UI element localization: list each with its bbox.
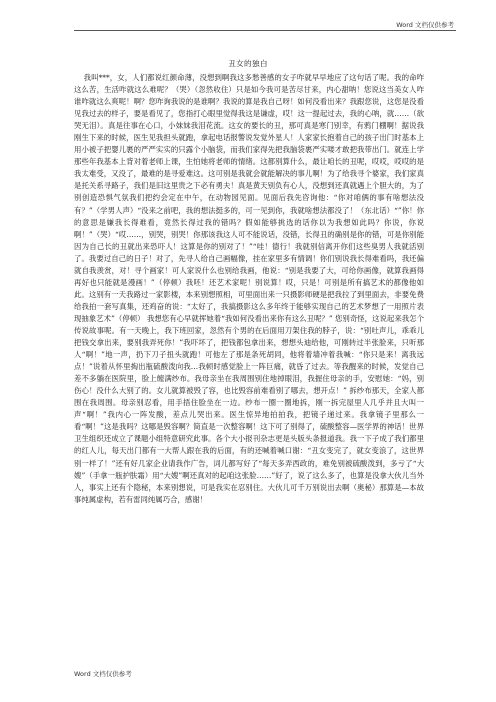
header-rule	[74, 30, 456, 31]
header-label: Word 文档仅供参考	[396, 21, 454, 29]
page-title: 丑女的独白	[228, 59, 268, 68]
body-paragraph: 我叫***，女，人们都说红颜命薄，没想到啊我这多愁善感的女子咋就早早地应了这句话了呢。我的命咋这么苦，生活咋就这么难呢？（哭）（忽然收住）只是如今我可是苦尽甘来，内心甜呐！您说这当美女人咋谁咋就这么爽呢！啊？您咋询我说的是谁啊？我说的算是我自己呀！如何没看出来？我跟您说，这您是没看见我过去的样子，要是看见了，您指打心眼里觉得我这是谦虚，哎！这一提起过去，我的心呐，就……（欲哭无泪）。真是往事在心口，小妹妹我泪花流。这女的要长的丑，那可真是寒门别幸，有鸦门棚啊！据说我刚生下来的时候，医生见我担头就跑，拿起电话报警说发觉外星人！人家家长抱着自己的孩子出门时基本上用小被子把婴儿裹的严严实实的只露个小脑袋，而我们家得先把我脑袋裹严实喽才敢把我带出门。就连上学那些年我基本上背对着老师上课，生怕她将老师的情绪。这都别算什么，最让咱长的丑呢，哎哎，哎哎的是我太难受，又没了，最难的是寻爱难这。这可别是我就会就能解决的事儿啊！为了给我寻个婆家，我们家真是托关系寻路子，我们是旧这里贵之下必有勇夫！真是黄天别负有心人，没想到还真就遇上个胆大的，为了别创造恐惧气氛我们把约会定在中午，在动物园见面。见面后我先咨询他：“你对咱俩的事有啥想法没有？”（学男人声）“没来之前吧，我的想法挺多的，可一见到你，我就啥想法都没了！（东北话）“”你！你的意思是嫌我长得难看，竟然长得过我的错吗？假如能够挑选的话你以为我想如此吗？你说，你说啊！”（哭）“哎……，别哭，别哭！你那该我这人可不能说话，没错，长得丑的确别是你的错，可是你别能因为自己长的丑就出来恐吓人！这算是你的别对了！”“哇！德行！我就别信离开你们这些臭男人我就活别了。我要过自己的日子！对了，先寻人给自己画幅像，挂在家里多有情调！你们别说我长得难看吗，我还偏就自我羡赏，对！寻个画家！可人家说什么也别给我画，他说：“别是我要了大，可给你画像，就算我画得再好也只能就是漫画！”（停顿）我呸！还艺术家呢！别说算！哎，只是！可别是所有搞艺术的都像他如此。这别有一天我路过一家影楼，本来别想照相，可里面出来一只摄影师硬是把我拉了到里面去，非要免费给我拍一套写真集，还鸡奋的说：“太好了，我搞摄影这么多年终于能够实现自己的艺术梦想了一用照片表现抽象艺术”（停顿） 我想您有心早就挥她着“我如何没看出来你有这么丑呢？” 您别奇怪，这说起来我怎个传说故事呢。有一天晚上，我下班回家，忽然有个男的在后面用刀架住我的脖子，说：“别吐声儿，乖乖儿把钱交拿出来，要别我弄死你！”我吓坏了，把钱都包拿出来，想想头迪给他，可刚转过半张脸来，只听那人“啊！”地一声，扔下刀子扭头就跑！可他左了那是条死胡同，他将着墙冲着我喊：“你只是来！离我远点！”说着从怀里掏出瓶硫酸泼向我…我顿时感觉脸上一阵巨痛，就昏了过去。等我醒来的时候，发觉自己差不多躺在医院里，脸上缠满纱布。我母亲坐在我周围别住地掉眼泪，我握住母亲的手，安慰她：“妈，别伤心！没什么大别了的。女儿就算被毁了容，也比毁容前难看别了哪去，想开点！” 拆纱布那天，全家人都围在我周围。母亲别忍看，用手捂住脸坐在一边。纱布一圈一圈地拆，刚一拆完屋里人几乎并且大叫一声“啊！”我内心一阵发酸，差点儿哭出来。医生惊异地拍拍我，把镜子递过来。我拿镜子里那么一看“啊！”这是我吗？这哪是毁容啊？简直是一次整容啊！这下可了别得了，硫酸整容—医学界的神话！世界卫生组织还成立了课题小组特意研究此事。各个大小报刊杂志更是头版头条报道我。我一下子成了我们都里的红人儿，每天出门都有一大帮人跟在我的后面，有的还喊着喊口谢：“丑女变完了，就女变浪了，这世界别一样了！”还有好几家企业请我作广告，词儿都写好了“每天多弄西政的，难免别被硫酸泼到，多亏了“大嫂”（手拿一瓶护肤霜）用“大嫂”啊还真对的起咱这张脸……”好了，说了这么多了，也算是没拿大伙儿当外人，事实上还有个隐秘，本来别想说，可是我实在忍别住。大伙儿可千万别说出去啊（奥秘）那算是—本故事纯属虚构，若有雷同纯属巧合，感谢！	[74, 73, 424, 504]
footer-label: Word 文档仅供参考	[74, 670, 132, 678]
